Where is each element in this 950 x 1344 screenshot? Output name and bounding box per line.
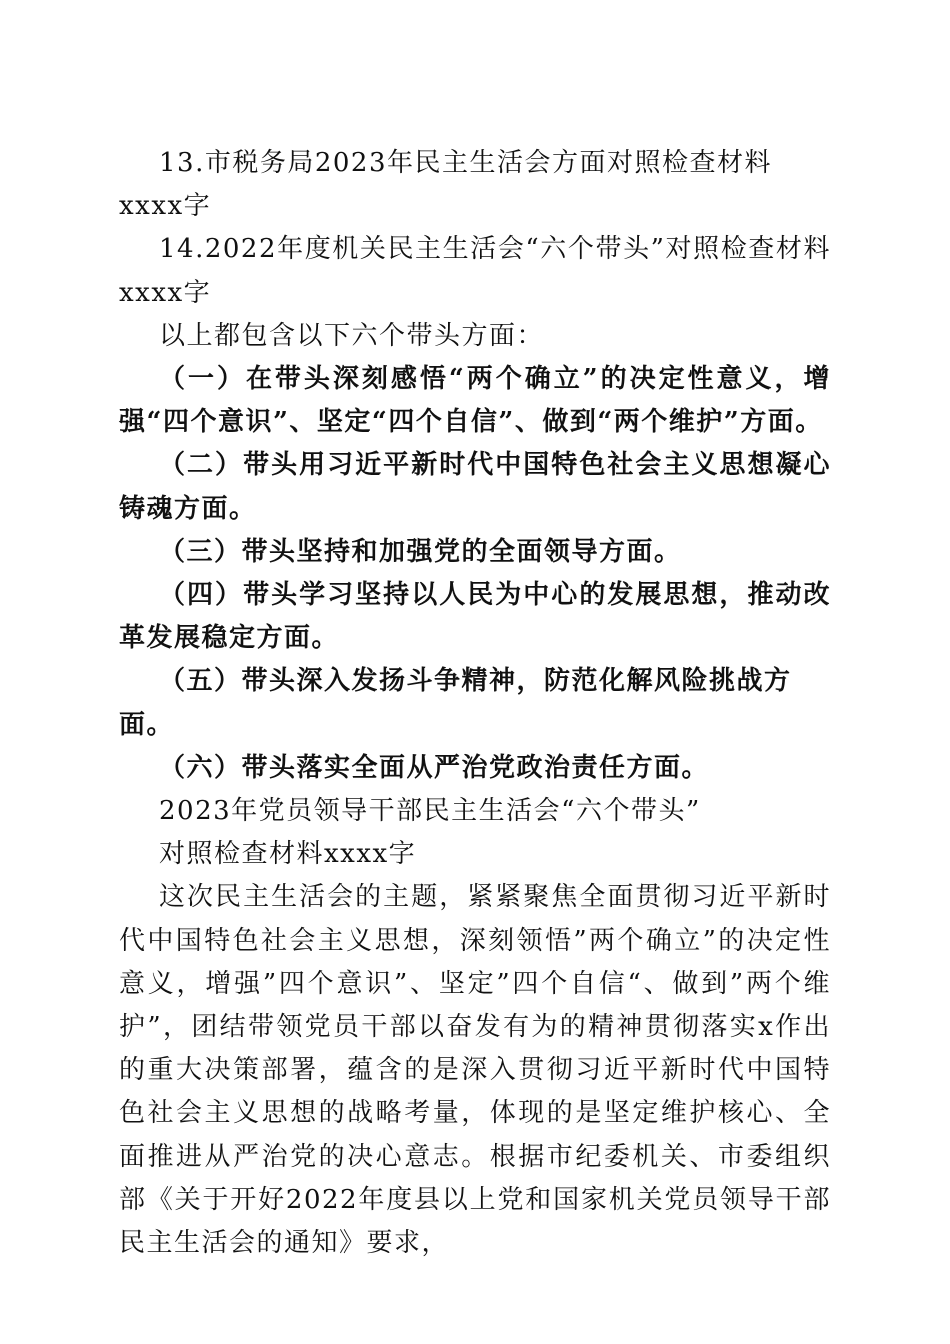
body-paragraph: 这次民主生活会的主题，紧紧聚焦全面贯彻习近平新时代中国特色社会主义思想，深刻领悟”两个确立”的决定性意义，增强”四个意识”、坚定”四个自信“、做到”两个维护”，团结带领党员干部以奋发有为的精神贯彻落实x作出的重大决策部署，蕴含的是深入贯彻习近平新时代中国特色社会主义思想的战略考量，体现的是坚定维护核心、全面推进从严治党的决心意志。根据市纪委机关、市委组织部《关于开好2022年度县以上党和国家机关党员领导干部民主生活会的通知》要求， bbox=[119, 882, 831, 1259]
list-item-13: 13.市税务局2023年民主生活会方面对照检查材料xxxx字 bbox=[119, 148, 773, 222]
point-five: （五）带头深入发扬斗争精神，防范化解风险挑战方面。 bbox=[119, 666, 792, 740]
point-six: （六）带头落实全面从严治党政治责任方面。 bbox=[159, 752, 710, 783]
list-item-14: 14.2022年度机关民主生活会“六个带头”对照检查材料xxxx字 bbox=[119, 234, 831, 308]
point-two: （二）带头用习近平新时代中国特色社会主义思想凝心铸魂方面。 bbox=[119, 450, 831, 524]
section-title-line-1: 2023年党员领导干部民主生活会“六个带头” bbox=[159, 796, 701, 827]
point-one: （一）在带头深刻感悟“两个确立”的决定性意义，增强“四个意识”、坚定“四个自信”、做到“两个维护”方面。 bbox=[119, 364, 831, 438]
section-title-line-2: 对照检查材料xxxx字 bbox=[159, 839, 417, 870]
point-three: （三）带头坚持和加强党的全面领导方面。 bbox=[159, 536, 682, 567]
document-body bbox=[119, 142, 831, 1265]
intro-paragraph: 以上都包含以下六个带头方面： bbox=[159, 320, 545, 351]
point-four: （四）带头学习坚持以人民为中心的发展思想，推动改革发展稳定方面。 bbox=[119, 580, 831, 654]
